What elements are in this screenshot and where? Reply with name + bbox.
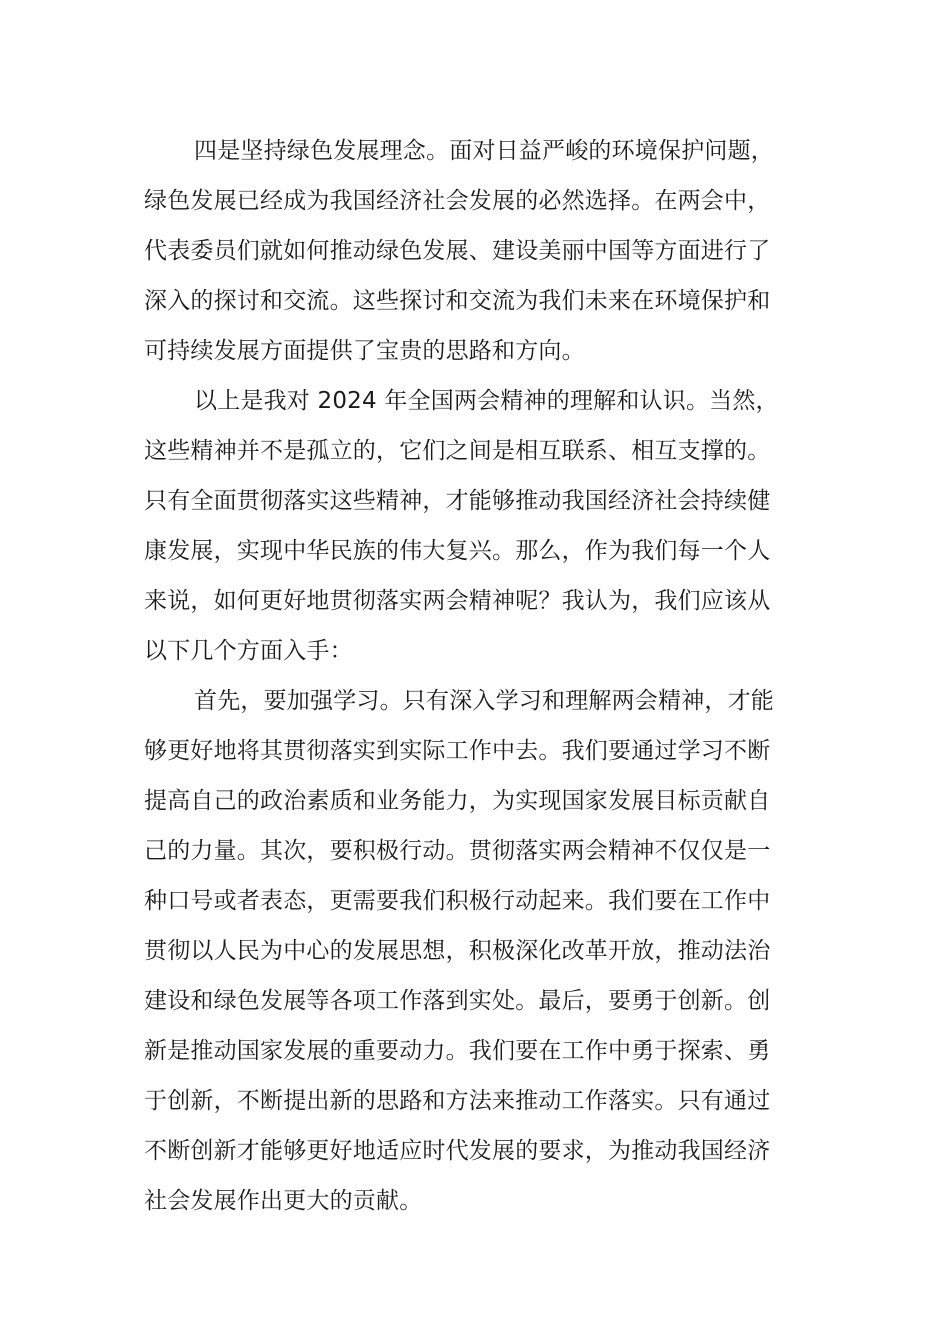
paragraph-line: 首先，要加强学习。只有深入学习和理解两会精神，才能 [194,688,774,714]
paragraph-line: 只有全面贯彻落实这些精神，才能够推动我国经济社会持续健 [144,488,771,514]
paragraph-green-development [144,126,794,376]
paragraph-line: 提高自己的政治素质和业务能力，为实现国家发展目标贡献自 [144,788,771,814]
paragraph-action-points [144,676,794,1226]
paragraph-line: 绿色发展已经成为我国经济社会发展的必然选择。在两会中， [144,188,771,214]
paragraph-line: 可持续发展方面提供了宝贵的思路和方向。 [144,338,585,364]
paragraph-line: 建设和绿色发展等各项工作落到实处。最后，要勇于创新。创 [144,988,771,1014]
paragraph-line: 代表委员们就如何推动绿色发展、建设美丽中国等方面进行了 [144,238,771,264]
paragraph-line: 不断创新才能够更好地适应时代发展的要求，为推动我国经济 [144,1138,771,1164]
paragraph-line: 够更好地将其贯彻落实到实际工作中去。我们要通过学习不断 [144,738,771,764]
paragraph-line: 贯彻以人民为中心的发展思想，积极深化改革开放，推动法治 [144,938,771,964]
paragraph-line: 深入的探讨和交流。这些探讨和交流为我们未来在环境保护和 [144,288,771,314]
paragraph-line: 以上是我对 2024 年全国两会精神的理解和认识。当然， [194,388,779,414]
paragraph-line: 这些精神并不是孤立的，它们之间是相互联系、相互支撑的。 [144,438,771,464]
paragraph-line: 新是推动国家发展的重要动力。我们要在工作中勇于探索、勇 [144,1038,771,1064]
paragraph-line: 己的力量。其次，要积极行动。贯彻落实两会精神不仅仅是一 [144,838,771,864]
paragraph-line: 种口号或者表态，更需要我们积极行动起来。我们要在工作中 [144,888,771,914]
paragraph-line: 以下几个方面入手： [144,638,353,664]
paragraph-summary [144,376,794,676]
paragraph-line: 于创新，不断提出新的思路和方法来推动工作落实。只有通过 [144,1088,771,1114]
document-body [144,126,794,1226]
paragraph-line: 来说，如何更好地贯彻落实两会精神呢？我认为，我们应该从 [144,588,771,614]
paragraph-line: 康发展，实现中华民族的伟大复兴。那么，作为我们每一个人 [144,538,771,564]
paragraph-line: 社会发展作出更大的贡献。 [144,1188,423,1214]
paragraph-line: 四是坚持绿色发展理念。面对日益严峻的环境保护问题， [194,138,774,164]
